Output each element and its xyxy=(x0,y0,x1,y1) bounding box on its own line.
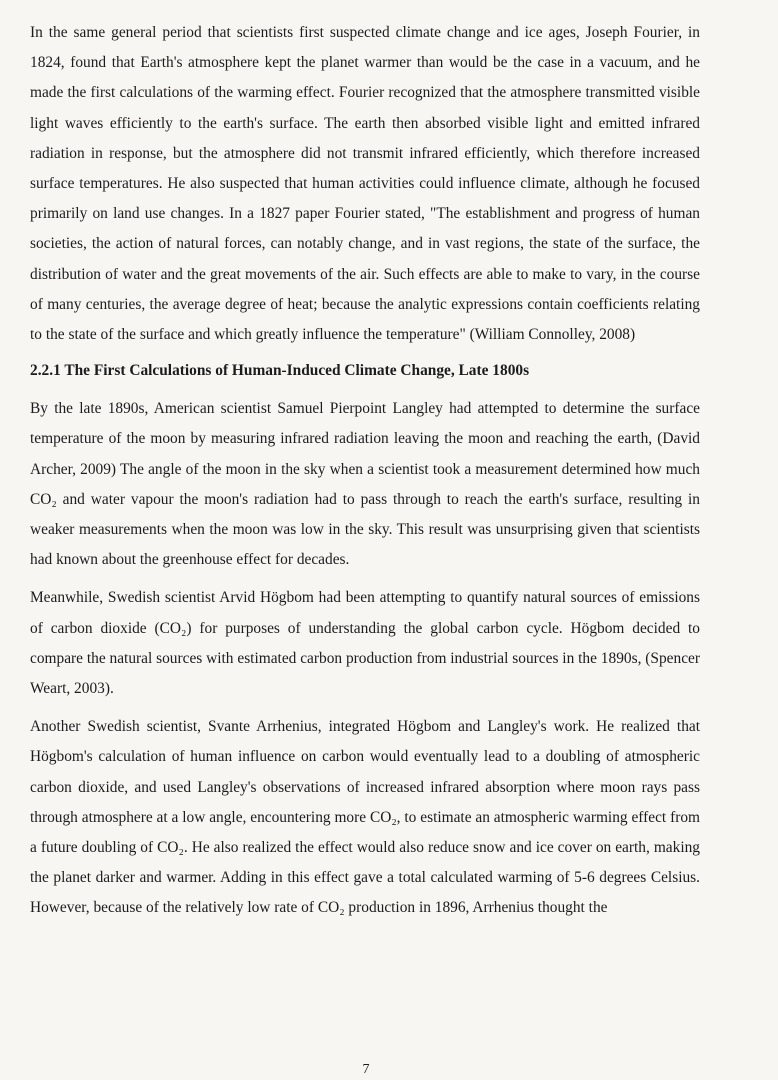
paragraph-hogbom: Meanwhile, Swedish scientist Arvid Högbom had been attempting to quantify natural sources of emissions of carbon dioxide (CO₂) for purposes of understanding the global carbon cycle. Högbom decided to compare the natural sources with estimated carbon production from industrial sources in the 1890s, (Spencer Weart, 2003). xyxy=(30,589,700,698)
paragraph-arrhenius: Another Swedish scientist, Svante Arrhenius, integrated Högbom and Langley's work. He realized that Högbom's calculation of human influence on carbon would eventually lead to a doubling of atmospheric carbon dioxide, and used Langley's observations of increased infrared absorption where moon rays pass through atmosphere at a low angle, encountering more CO₂, to estimate an atmospheric warming effect from a future doubling of CO₂. He also realized the effect would also reduce snow and ice cover on earth, making the planet darker and warmer. Adding in this effect gave a total calculated warming of 5-6 degrees Celsius. However, because of the relatively low rate of CO₂ production in 1896, Arrhenius thought the xyxy=(30,718,700,917)
section-heading: 2.2.1 The First Calculations of Human-Induced Climate Change, Late 1800s xyxy=(30,362,530,380)
paragraph-fourier: In the same general period that scientists first suspected climate change and ice ages, Joseph Fourier, in 1824, found that Earth's atmosphere kept the planet warmer than would be the case in a vacuum, and he made the first calculations of the warming effect. Fourier recognized that the atmosphere transmitted visible light waves efficiently to the earth's surface. The earth then absorbed visible light and emitted infrared radiation in response, but the atmosphere did not transmit infrared efficiently, which therefore increased surface temperatures. He also suspected that human activities could influence climate, although he focused primarily on land use changes. In a 1827 paper Fourier stated, "The establishment and progress of human societies, the action of natural forces, can notably change, and in vast regions, the state of the surface, the distribution of water and the great movements of the air. Such effects are able to make to vary, in the course of many centuries, the average degree of heat; because the analytic expressions contain coefficients relating to the state of the surface and which greatly influence the temperature" (William Connolley, 2008) xyxy=(30,24,700,344)
page-number: 7 xyxy=(362,1062,370,1077)
document-page xyxy=(30,18,700,924)
paragraph-langley: By the late 1890s, American scientist Samuel Pierpoint Langley had attempted to determine the surface temperature of the moon by measuring infrared radiation leaving the moon and reaching the earth, (David Archer, 2009) The angle of the moon in the sky when a scientist took a measurement determined how much CO₂ and water vapour the moon's radiation had to pass through to reach the earth's surface, resulting in weaker measurements when the moon was low in the sky. This result was unsurprising given that scientists had known about the greenhouse effect for decades. xyxy=(30,400,700,569)
